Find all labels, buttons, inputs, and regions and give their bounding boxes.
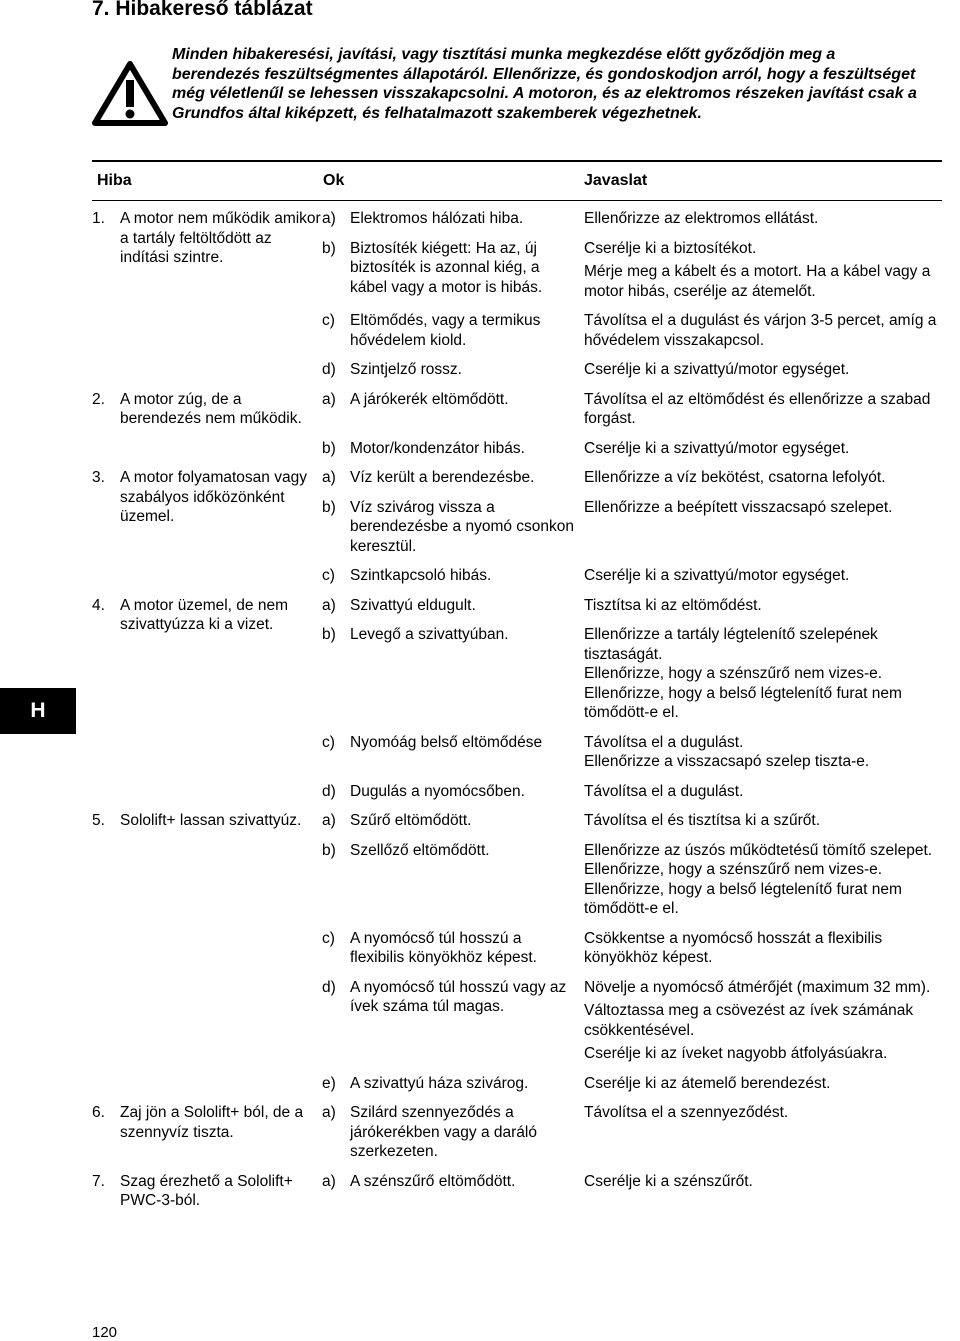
cause-item: c) Szintkapcsoló hibás. — [322, 567, 492, 584]
cause-item: d) Dugulás a nyomócsőben. — [322, 782, 525, 800]
cause-item: a) Elektromos hálózati hiba. — [322, 210, 524, 227]
remedy-item: Cserélje ki a szivattyú/motor egységet. — [584, 567, 850, 584]
page-number: 120 — [92, 1324, 118, 1341]
cause-item: e) A szivattyú háza szivárog. — [322, 1074, 529, 1092]
cause-item: a) Szűrő eltömődött. — [322, 812, 472, 829]
cause-item: a) A járókerék eltömődött. — [322, 390, 509, 408]
remedy-item: Távolítsa el a dugulást és várjon 3-5 percet, amíg a hővédelem visszakapcsol. — [584, 312, 937, 349]
warning-triangle-icon — [92, 60, 168, 126]
cause-item: b) Motor/kondenzátor hibás. — [322, 439, 525, 457]
cause-item: c) A nyomócső túl hosszú a flexibilis könyökhöz képest. — [322, 929, 537, 966]
cause-item: b) Szellőző eltömődött. — [322, 841, 490, 859]
remedy-item: Távolítsa el a szennyeződést. — [584, 1104, 789, 1121]
cause-item: d) Szintjelző rossz. — [322, 361, 462, 378]
page-title: 7. Hibakereső táblázat — [92, 0, 313, 20]
fault-item: 2. A motor zúg, de a berendezés nem működik. — [92, 390, 302, 427]
cause-item: a) Víz került a berendezésbe. — [322, 469, 535, 486]
safety-warning: Minden hibakeresési, javítási, vagy tisztítási munka megkezdése előtt győződjön meg a berendezés feszültségmentes állapotáról. Ellenőrizze, és gondoskodjon arról, hogy a feszültséget még véletlenűl se lehessen visszakapcsolni. A motoron, és az elektromos részeken javítást csak a Grundfos által kiképzett, és felhatalmazott szakemberek végezhetnek. — [172, 46, 917, 122]
remedy-item: Ellenőrizze a tartály légtelenítő szelepének tisztaságát. Ellenőrizze, hogy a szénszűrő nem vizes-e. Ellenőrizze, hogy a belső légtelenítő furat nem tömődött-e el. — [584, 626, 902, 721]
cause-item: d) A nyomócső túl hosszú vagy az ívek száma túl magas. — [322, 978, 567, 1015]
remedy-item: Növelje a nyomócső átmérőjét (maximum 32 mm). Változtassa meg a csövezést az ívek számának csökkentésével. Cserélje ki az íveket nagyobb átfolyásúakra. — [584, 978, 931, 1062]
table-row — [92, 586, 942, 616]
remedy-item: Távolítsa el az eltömődést és ellenőrizze a szabad forgást. — [584, 390, 931, 427]
remedy-item: Cserélje ki a szivattyú/motor egységet. — [584, 439, 850, 457]
fault-item: 6. Zaj jön a Sololift+ ból, de a szennyvíz tiszta. — [92, 1104, 304, 1141]
table-row — [92, 205, 942, 229]
header-rule — [92, 160, 942, 162]
cause-item: a) A szénszűrő eltömődött. — [322, 1172, 516, 1190]
table-row — [92, 380, 942, 429]
cause-item: b) Biztosíték kiégett: Ha az, új biztosíték is azonnal kiég, a kábel vagy a motor is hibás. — [322, 239, 543, 296]
table-row — [92, 1093, 942, 1162]
remedy-item: Távolítsa el a dugulást. — [584, 782, 744, 800]
table-row — [92, 801, 942, 831]
column-header-fault: Hiba — [97, 172, 132, 189]
remedy-item: Cserélje ki az átemelő berendezést. — [584, 1074, 831, 1092]
cause-item: a) Szivattyú eldugult. — [322, 596, 476, 614]
table-row — [92, 458, 942, 488]
fault-item: 3. A motor folyamatosan vagy szabályos időközönként üzemel. — [92, 469, 307, 525]
cause-item: a) Szilárd szennyeződés a járókerékben vagy a daráló szerkezeten. — [322, 1104, 537, 1160]
fault-item: 5. Sololift+ lassan szivattyúz. — [92, 812, 302, 829]
fault-item: 4. A motor üzemel, de nem szivattyúzza ki a vizet. — [92, 596, 288, 633]
remedy-item: Cserélje ki a biztosítékot. Mérje meg a kábelt és a motort. Ha a kábel vagy a motor hibás, cserélje az átemelőt. — [584, 239, 931, 300]
remedy-item: Ellenőrizze az úszós működtetésű tömítő szelepet. Ellenőrizze, hogy a szénszűrő nem vizes-e. Ellenőrizze, hogy a belső légtelenítő furat nem tömődött-e el. — [584, 841, 933, 917]
header-divider — [92, 200, 942, 201]
column-header-remedy: Javaslat — [584, 172, 648, 189]
cause-item: b) Víz szivárog vissza a berendezésbe a nyomó csonkon keresztül. — [322, 498, 575, 555]
remedy-item: Cserélje ki a szivattyú/motor egységet. — [584, 361, 850, 378]
table-row — [92, 1162, 942, 1211]
remedy-item: Ellenőrizze az elektromos ellátást. — [584, 210, 819, 227]
cause-item: c) Nyomóág belső eltömődése — [322, 733, 543, 751]
remedy-item: Csökkentse a nyomócső hosszát a flexibilis könyökhöz képest. — [584, 929, 883, 966]
remedy-item: Távolítsa el és tisztítsa ki a szűrőt. — [584, 812, 821, 829]
remedy-item: Tisztítsa ki az eltömődést. — [584, 596, 762, 614]
cause-item: c) Eltömődés, vagy a termikus hővédelem kiold. — [322, 312, 541, 349]
fault-item: 1. A motor nem működik amikor a tartály feltöltődött az indítási szintre. — [92, 210, 321, 266]
fault-item: 7. Szag érezhető a Sololift+ PWC-3-ból. — [92, 1172, 293, 1209]
remedy-item: Ellenőrizze a víz bekötést, csatorna lefolyót. — [584, 469, 886, 486]
remedy-item: Cserélje ki a szénszűrőt. — [584, 1172, 753, 1190]
column-header-cause: Ok — [323, 172, 345, 189]
cause-item: b) Levegő a szivattyúban. — [322, 626, 509, 643]
remedy-item: Ellenőrizze a beépített visszacsapó szelepet. — [584, 498, 893, 516]
troubleshooting-table — [92, 205, 942, 1211]
section-tab: H — [0, 688, 76, 734]
remedy-item: Távolítsa el a dugulást. Ellenőrizze a visszacsapó szelep tiszta-e. — [584, 733, 870, 770]
